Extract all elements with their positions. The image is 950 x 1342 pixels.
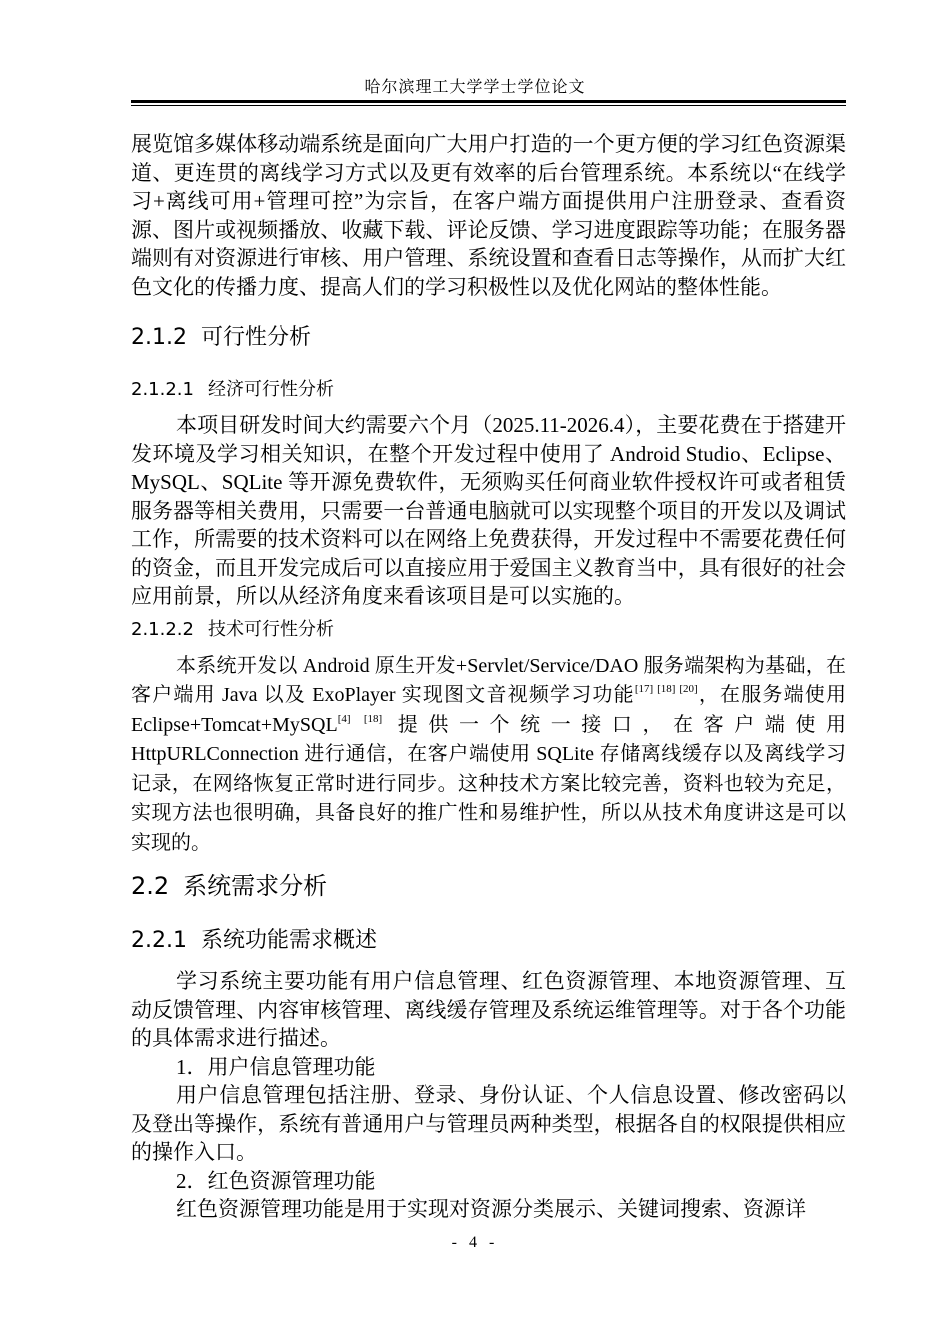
heading-2-1-2 (131, 323, 846, 353)
heading-title: 可行性分析 (200, 325, 311, 350)
heading-2-1-2-2 (131, 617, 846, 643)
intro-paragraph: 展览馆多媒体移动端系统是面向广大用户打造的一个更方便的学习红色资源渠道、更连贯的离线学习方式以及更有效率的后台管理系统。本系统以“在线学习+离线可用+管理可控”为宗旨，在客户端方面提供用户注册登录、查看资源、图片或视频播放、收藏下载、评论反馈、学习进度跟踪等功能；在服务器端则有对资源进行审核、用户管理、系统设置和查看日志等操作，从而扩大红色文化的传播力度、提高人们的学习积极性以及优化网站的整体性能。 (131, 132, 846, 299)
heading-title: 经济可行性分析 (207, 379, 334, 400)
paragraph-text: ，在服务端使用 Eclipse+Tomcat+MySQL (131, 684, 846, 736)
list-item-label: 2．红色资源管理功能 (176, 1168, 376, 1193)
citation: [17] [18] [20] (634, 683, 698, 695)
list-item-label: 1．用户信息管理功能 (176, 1054, 376, 1079)
paragraph-text: 本系统开发以 Android 原生开发+Servlet/Service/DAO 服务端架构为基础，在客户端用 Java 以及 ExoPlayer 实现图文音视频学习功能 (131, 654, 846, 706)
heading-title: 系统需求分析 (183, 872, 328, 900)
header-rule-thin (131, 105, 846, 106)
list-item-text: 用户信息管理包括注册、登录、身份认证、个人信息设置、修改密码以及登出等操作，系统有普通用户与管理员两种类型，根据各自的权限提供相应的操作入口。 (131, 1083, 846, 1164)
heading-2-2-1 (131, 925, 846, 957)
functional-requirements-paragraph: 学习系统主要功能有用户信息管理、红色资源管理、本地资源管理、互动反馈管理、内容审核管理、离线缓存管理及系统运维管理等。对于各个功能的具体需求进行描述。 (131, 969, 846, 1050)
heading-number: 2.1.2.1 (131, 379, 194, 400)
header-rule-thick (131, 100, 846, 103)
citation: [4] [18] (337, 712, 383, 725)
running-header: 哈尔滨理工大学学士学位论文 (364, 79, 586, 96)
heading-title: 系统功能需求概述 (200, 928, 377, 953)
page-body (131, 130, 846, 1224)
paragraph-text: 提供一个统一接口，在客户端使用 HttpURLConnection 进行通信，在客户端使用 SQLite 存储离线缓存以及离线学习记录，在网络恢复正常时进行同步。这种技术方案比较完善，资料也较为充足，实现方法也很明确，具备良好的推广性和易维护性，所以从技术角度讲这是可以实现的。 (131, 713, 847, 854)
heading-2-1-2-1 (131, 377, 846, 403)
economic-feasibility-paragraph: 本项目研发时间大约需要六个月（2025.11-2026.4），主要花费在于搭建开发环境及学习相关知识，在整个开发过程中使用了 Android Studio、Eclipse、MySQL、SQLite 等开源免费软件，无须购买任何商业软件授权许可或者租赁服务器等相关费用，只需要一台普通电脑就可以实现整个项目的开发以及调试工作，所需要的技术资料可以在网络上免费获得，开发过程中不需要花费任何的资金，而且开发完成后可以直接应用于爱国主义教育当中，具有很好的社会应用前景，所以从经济角度来看该项目是可以实施的。 (131, 413, 846, 608)
heading-2-2 (131, 869, 846, 903)
heading-number: 2.1.2 (131, 325, 187, 350)
heading-number: 2.2 (131, 872, 170, 900)
heading-number: 2.2.1 (131, 928, 187, 953)
heading-title: 技术可行性分析 (207, 618, 334, 640)
page-number: - 4 - (451, 1234, 499, 1251)
list-item-text: 红色资源管理功能是用于实现对资源分类展示、关键词搜索、资源详 (176, 1197, 806, 1221)
technical-feasibility-paragraph (131, 651, 846, 858)
heading-number: 2.1.2.2 (131, 618, 194, 640)
